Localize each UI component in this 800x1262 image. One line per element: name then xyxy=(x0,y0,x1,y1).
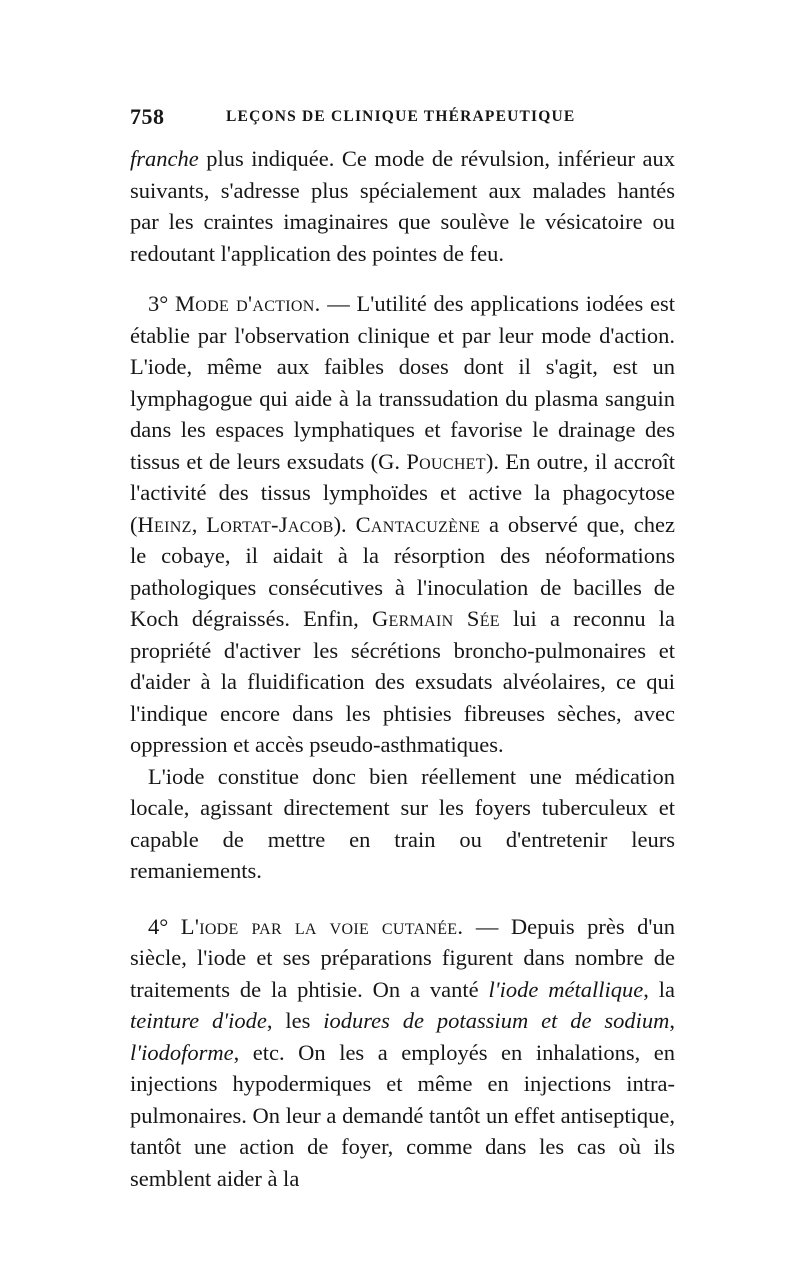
page-header xyxy=(130,104,675,140)
paragraph-intro: franche xyxy=(130,146,199,171)
paragraph-voie-cutanee xyxy=(130,911,675,1195)
paragraph-text: — Depuis près d'un siècle, l'iode et ses préparations figurent dans nombre de traitements de la phtisie. On a vanté xyxy=(130,913,675,1002)
section-heading: L'iode par la voie cutanée. xyxy=(180,913,464,939)
page-number: 758 xyxy=(130,104,165,129)
section-number: 3° xyxy=(148,291,175,316)
author-name: Heinz xyxy=(137,511,192,537)
paragraph-text: ). En outre, il accroît l'activité des tissus lymphoïdes et active la phagocytose ( xyxy=(130,448,675,537)
section-number: 4° xyxy=(148,913,181,939)
author-name: Cantacuzène xyxy=(355,511,481,537)
section-heading: Mode d'action. xyxy=(175,291,321,316)
paragraph-text: a observé que, chez le cobaye, il aidait à la résorption des néoformations pathologiques consécutives à l'inoculation de bacilles de Koch dégraissés. Enfin, xyxy=(130,511,675,631)
paragraph-text: , la xyxy=(643,976,675,1002)
paragraph-text: , xyxy=(191,511,207,537)
italic-term: iodures de potassium et de sodium xyxy=(323,1008,670,1033)
paragraph-text: , xyxy=(669,1008,675,1033)
italic-term: l'iode métallique xyxy=(488,976,644,1002)
author-name: Pouchet xyxy=(406,448,486,474)
body-text xyxy=(130,143,675,1194)
paragraph-conclusion xyxy=(130,761,675,887)
paragraph-text: ). xyxy=(333,511,356,537)
paragraph-mode-action xyxy=(130,288,675,761)
italic-term: l'iodoforme xyxy=(130,1039,234,1065)
paragraph-text: , les xyxy=(266,1008,324,1033)
italic-term: teinture d'iode xyxy=(130,1008,267,1033)
paragraph-text: , etc. On les a employés en inhalations, en injections hypodermiques et même en injections intra-pulmonaires. On leur a demandé tantôt un effet antiseptique, tantôt une action de foyer, comme dans les cas où ils semblent aider à la xyxy=(130,1039,675,1191)
author-name: Germain Sée xyxy=(371,606,500,631)
paragraph-text: L'iode constitue donc bien réellement une médication locale, agissant directement sur les foyers tuberculeux et capable de mettre en train ou d'entretenir leurs remaniements. xyxy=(130,763,675,883)
paragraph-continuation xyxy=(130,143,675,269)
running-head: LEÇONS DE CLINIQUE THÉRAPEUTIQUE xyxy=(226,108,576,125)
author-name: Lortat-Jacob xyxy=(206,511,334,537)
paragraph-text: lui a reconnu la propriété d'activer les sécrétions broncho-pulmonaires et d'aider à la fluidification des exsudats alvéolaires, ce qui l'indique encore dans les phtisies fibreuses sèches, avec oppression et accès pseudo-asthmatiques. xyxy=(130,606,675,757)
paragraph-text: — L'utilité des applications iodées est établie par l'observation clinique et par leur mode d'action. L'iode, même aux faibles doses dont il s'agit, est un lymphagogue qui aide à la transsudation du plasma sanguin dans les espaces lymphatiques et favorise le drainage des tissus et de leurs exsudats (G. xyxy=(130,291,675,474)
paragraph-text: plus indiquée. Ce mode de révulsion, inférieur aux suivants, s'adresse plus spécialement aux malades hantés par les craintes imaginaires que soulève le vésicatoire ou redoutant l'application des pointes de feu. xyxy=(130,146,675,266)
